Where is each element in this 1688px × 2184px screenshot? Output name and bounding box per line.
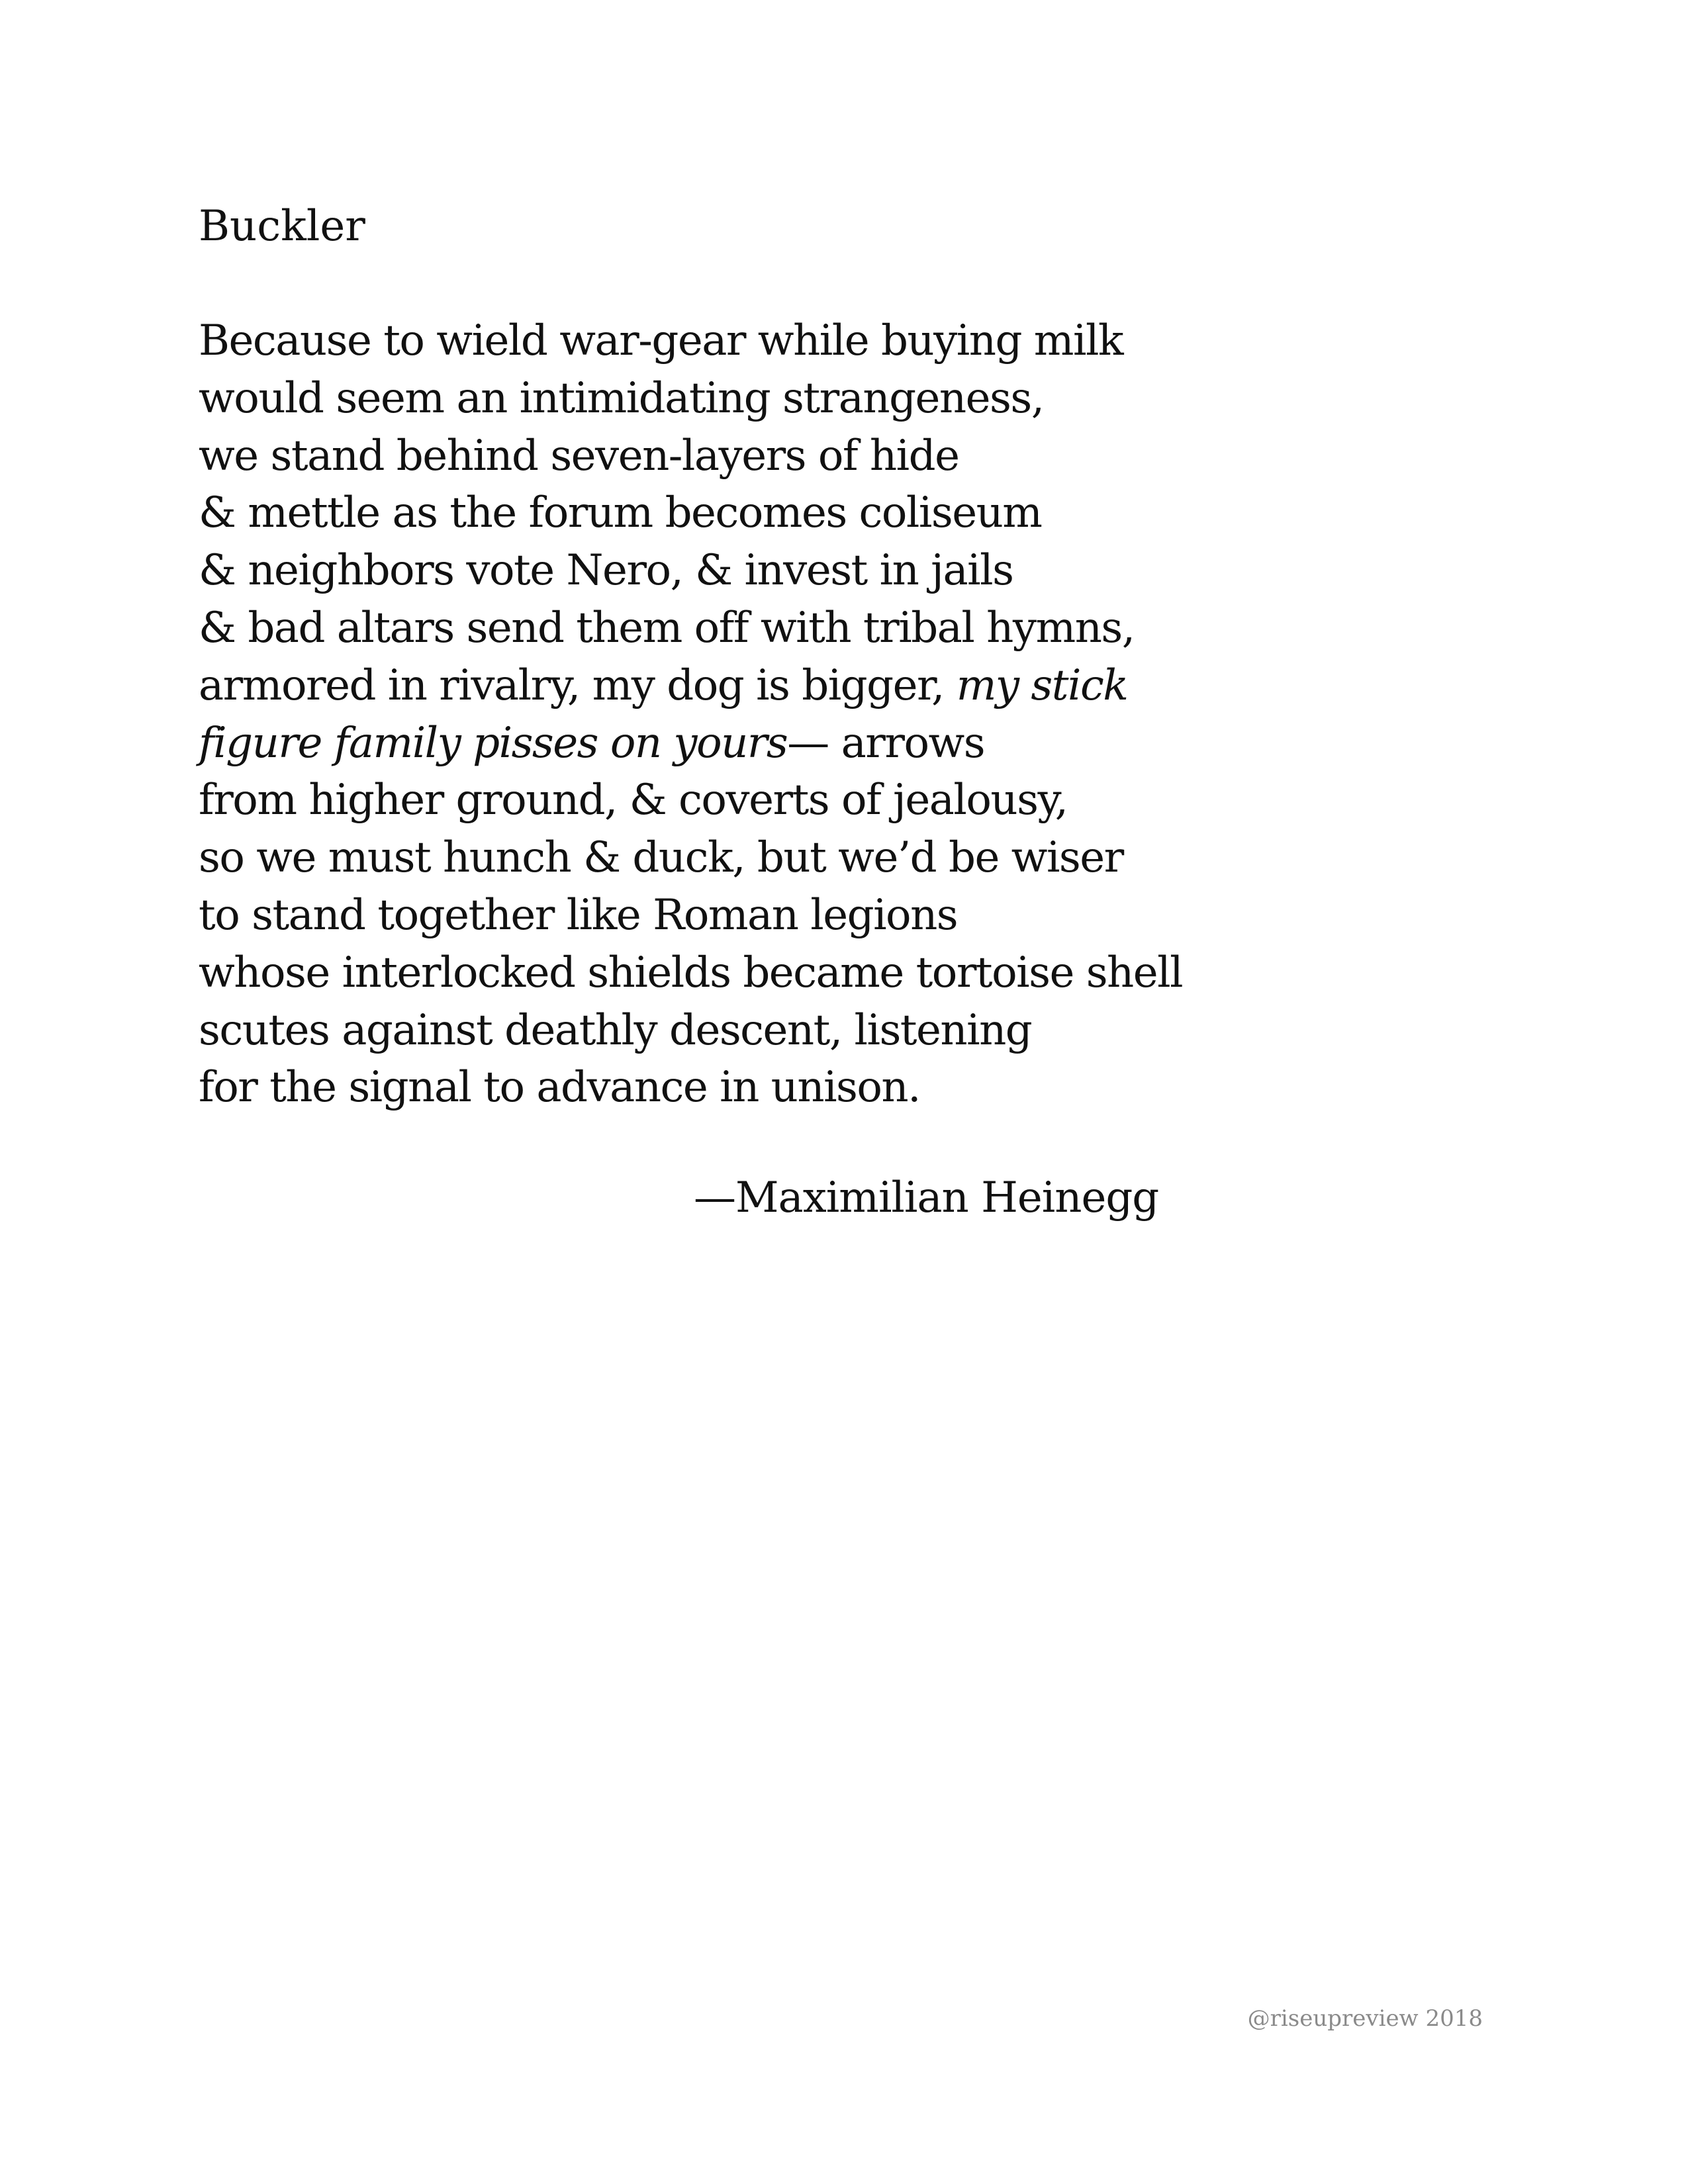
line-text: would seem an intimidating strangeness,	[199, 373, 1044, 423]
line-text: so we must hunch & duck, but we’d be wiser	[199, 833, 1123, 883]
line-text: we stand behind seven-layers of hide	[199, 431, 959, 480]
poem-line	[199, 600, 1523, 657]
line-text: whose interlocked shields became tortoise shell	[199, 948, 1183, 997]
line-text: — arrows	[787, 718, 985, 768]
line-text: & bad altars send them off with tribal hymns,	[199, 603, 1135, 653]
line-text: for the signal to advance in unison.	[199, 1063, 920, 1113]
line-text: & mettle as the forum becomes coliseum	[199, 488, 1042, 538]
poem-line	[199, 312, 1523, 370]
poem-line	[199, 370, 1523, 428]
footer-credit: @riseupreview 2018	[1247, 2005, 1483, 2032]
line-text: & neighbors vote Nero, & invest in jails	[199, 546, 1013, 596]
poem-line	[199, 715, 1523, 772]
poem-line	[199, 944, 1523, 1002]
poem-line	[199, 484, 1523, 542]
poem-line	[199, 1002, 1523, 1060]
poem-line	[199, 657, 1523, 715]
line-text: to stand together like Roman legions	[199, 890, 958, 940]
poem-line	[199, 1059, 1523, 1116]
poem-line	[199, 887, 1523, 944]
line-text: armored in rivalry, my dog is bigger,	[199, 660, 957, 710]
poem-line	[199, 542, 1523, 600]
line-text: scutes against deathly descent, listening	[199, 1005, 1032, 1055]
poem-line	[199, 772, 1523, 829]
poem-body	[199, 312, 1523, 1116]
poem-line	[199, 428, 1523, 485]
line-text: Because to wield war-gear while buying milk	[199, 316, 1123, 365]
poem-line	[199, 829, 1523, 887]
line-italic-text: figure family pisses on yours	[199, 718, 788, 768]
poem-title: Buckler	[199, 202, 365, 251]
line-text: from higher ground, & coverts of jealousy,	[199, 776, 1068, 825]
line-italic-text: my stick	[956, 660, 1128, 710]
author-byline: —Maximilian Heinegg	[694, 1173, 1159, 1222]
